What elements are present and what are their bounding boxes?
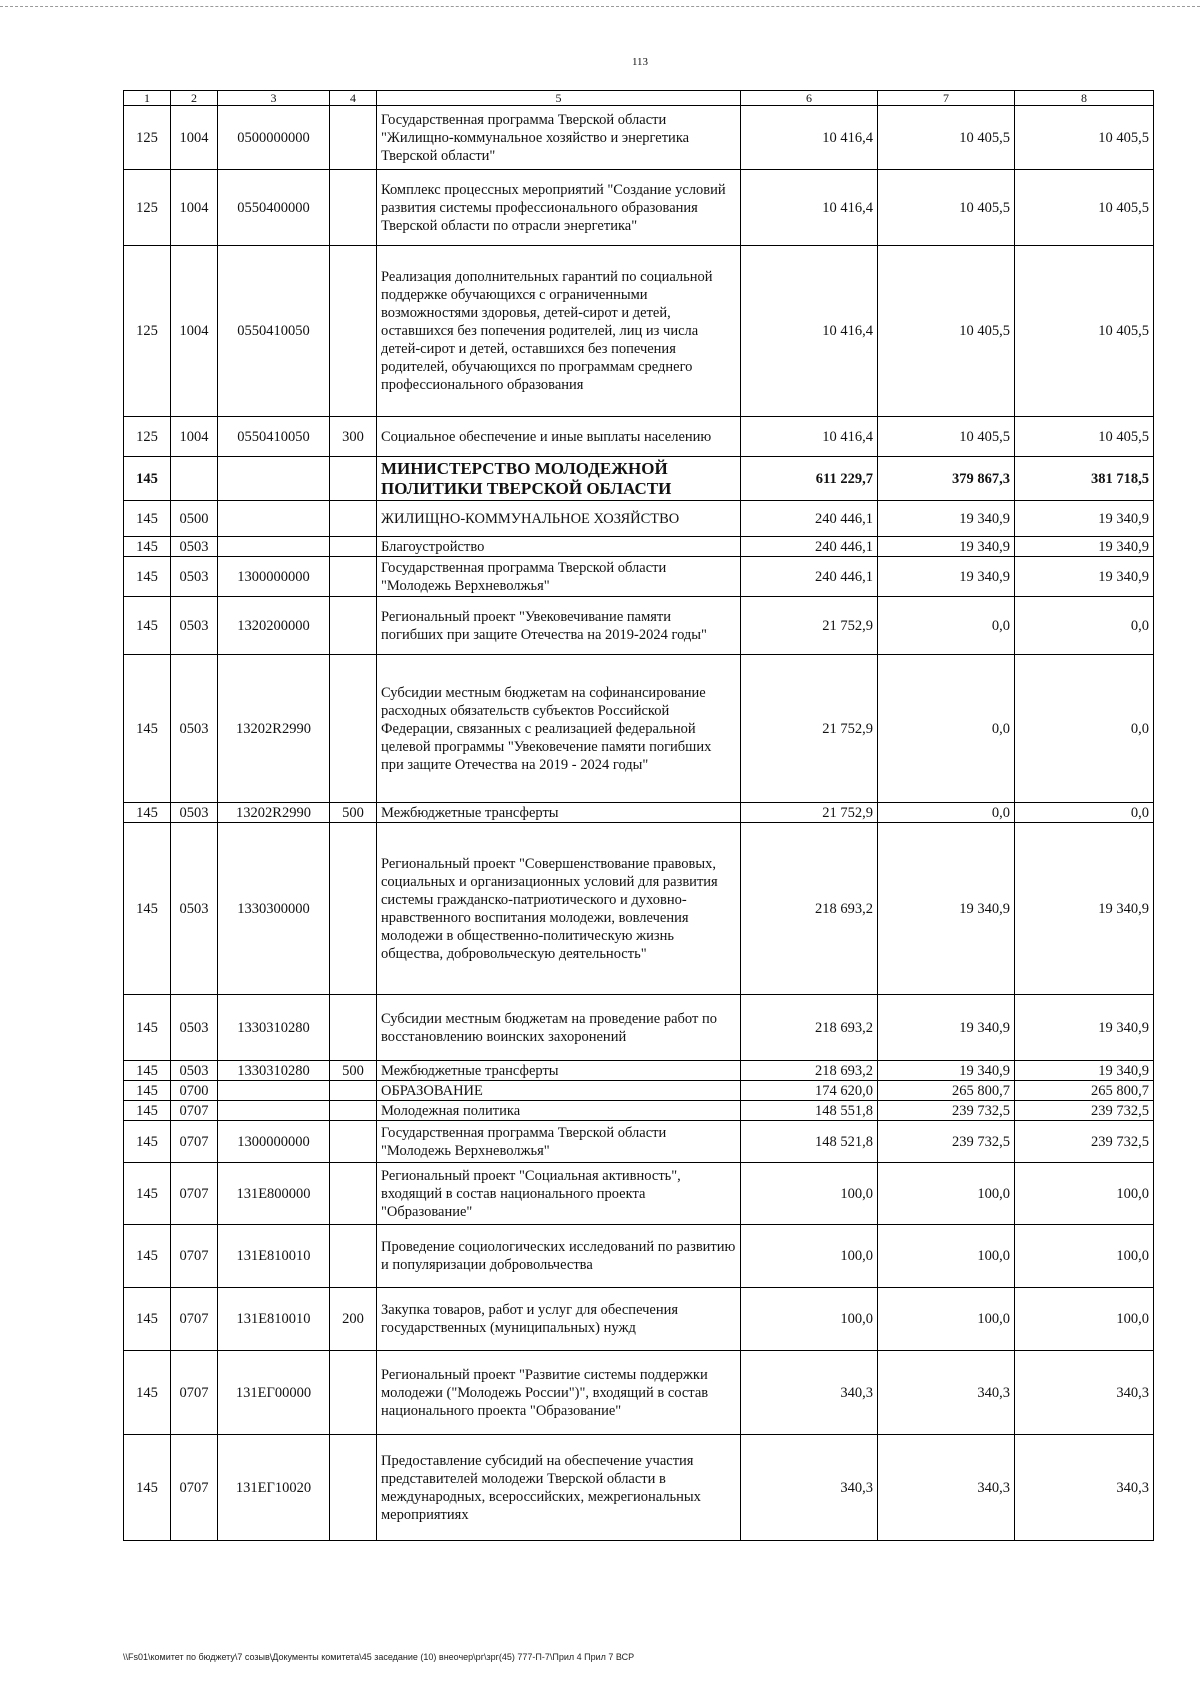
target-article-cell: 131E800000 xyxy=(218,1163,330,1225)
section-code-cell: 0503 xyxy=(171,823,218,995)
table-row xyxy=(124,170,1154,246)
section-code-cell: 0707 xyxy=(171,1288,218,1351)
section-code-cell: 0503 xyxy=(171,537,218,557)
item-name-cell: Региональный проект "Совершенствование правовых, социальных и организационных условий для развития системы гражданско-патриотического и духовно-нравственного воспитания молодежи, вовлечения молодежи в общественно-политическую жизнь общества, добровольческую деятельность" xyxy=(377,823,741,995)
target-article-cell: 131E810010 xyxy=(218,1288,330,1351)
budget-allocation-table xyxy=(123,90,1154,1541)
amount-year-1-cell: 100,0 xyxy=(741,1288,878,1351)
section-code-cell: 0503 xyxy=(171,1061,218,1081)
ministry-code-cell: 145 xyxy=(124,1225,171,1288)
expense-type-cell xyxy=(330,106,377,170)
amount-year-1-cell: 148 551,8 xyxy=(741,1101,878,1121)
ministry-code-cell: 125 xyxy=(124,246,171,417)
item-name-cell: Региональный проект "Развитие системы поддержки молодежи ("Молодежь России")", входящий в состав национального проекта "Образование" xyxy=(377,1351,741,1435)
section-code-cell: 1004 xyxy=(171,106,218,170)
table-row xyxy=(124,823,1154,995)
amount-year-2-cell: 10 405,5 xyxy=(878,106,1015,170)
expense-type-cell xyxy=(330,655,377,803)
amount-year-3-cell: 0,0 xyxy=(1015,597,1154,655)
ministry-code-cell: 145 xyxy=(124,1351,171,1435)
section-code-cell: 0503 xyxy=(171,995,218,1061)
target-article-cell: 1300000000 xyxy=(218,557,330,597)
expense-type-cell xyxy=(330,1101,377,1121)
section-code-cell: 0503 xyxy=(171,655,218,803)
target-article-cell: 0500000000 xyxy=(218,106,330,170)
amount-year-1-cell: 10 416,4 xyxy=(741,246,878,417)
ministry-code-cell: 145 xyxy=(124,457,171,501)
ministry-code-cell: 145 xyxy=(124,501,171,537)
amount-year-1-cell: 218 693,2 xyxy=(741,823,878,995)
expense-type-cell: 500 xyxy=(330,1061,377,1081)
ministry-code-cell: 145 xyxy=(124,537,171,557)
target-article-cell: 131ЕГ00000 xyxy=(218,1351,330,1435)
amount-year-3-cell: 19 340,9 xyxy=(1015,537,1154,557)
column-header-5: 5 xyxy=(377,91,741,106)
section-code-cell: 0707 xyxy=(171,1163,218,1225)
amount-year-2-cell: 239 732,5 xyxy=(878,1121,1015,1163)
amount-year-1-cell: 100,0 xyxy=(741,1225,878,1288)
section-code-cell: 0707 xyxy=(171,1225,218,1288)
amount-year-3-cell: 19 340,9 xyxy=(1015,995,1154,1061)
expense-type-cell xyxy=(330,1121,377,1163)
amount-year-3-cell: 10 405,5 xyxy=(1015,106,1154,170)
table-row xyxy=(124,1288,1154,1351)
expense-type-cell xyxy=(330,501,377,537)
amount-year-3-cell: 100,0 xyxy=(1015,1225,1154,1288)
amount-year-1-cell: 611 229,7 xyxy=(741,457,878,501)
amount-year-3-cell: 10 405,5 xyxy=(1015,170,1154,246)
target-article-cell xyxy=(218,1081,330,1101)
page-number: 113 xyxy=(631,56,649,68)
column-header-2: 2 xyxy=(171,91,218,106)
table-row xyxy=(124,1163,1154,1225)
section-code-cell: 1004 xyxy=(171,246,218,417)
amount-year-1-cell: 240 446,1 xyxy=(741,501,878,537)
expense-type-cell xyxy=(330,557,377,597)
ministry-code-cell: 125 xyxy=(124,170,171,246)
amount-year-2-cell: 0,0 xyxy=(878,597,1015,655)
section-code-cell: 1004 xyxy=(171,417,218,457)
amount-year-3-cell: 19 340,9 xyxy=(1015,501,1154,537)
target-article-cell: 13202R2990 xyxy=(218,655,330,803)
amount-year-3-cell: 381 718,5 xyxy=(1015,457,1154,501)
item-name-cell: Региональный проект "Социальная активность", входящий в состав национального проекта "Образование" xyxy=(377,1163,741,1225)
amount-year-1-cell: 10 416,4 xyxy=(741,417,878,457)
section-code-cell: 0503 xyxy=(171,557,218,597)
amount-year-3-cell: 10 405,5 xyxy=(1015,417,1154,457)
section-code-cell: 0707 xyxy=(171,1351,218,1435)
amount-year-1-cell: 218 693,2 xyxy=(741,1061,878,1081)
section-code-cell: 0503 xyxy=(171,597,218,655)
target-article-cell: 13202R2990 xyxy=(218,803,330,823)
table-row xyxy=(124,106,1154,170)
table-row xyxy=(124,1101,1154,1121)
amount-year-2-cell: 10 405,5 xyxy=(878,417,1015,457)
amount-year-2-cell: 379 867,3 xyxy=(878,457,1015,501)
target-article-cell: 131ЕГ10020 xyxy=(218,1435,330,1541)
expense-type-cell: 200 xyxy=(330,1288,377,1351)
amount-year-2-cell: 19 340,9 xyxy=(878,557,1015,597)
amount-year-2-cell: 19 340,9 xyxy=(878,823,1015,995)
amount-year-1-cell: 240 446,1 xyxy=(741,537,878,557)
table-body xyxy=(124,106,1154,1541)
expense-type-cell xyxy=(330,457,377,501)
item-name-cell: Межбюджетные трансферты xyxy=(377,803,741,823)
item-name-cell: Межбюджетные трансферты xyxy=(377,1061,741,1081)
amount-year-1-cell: 340,3 xyxy=(741,1351,878,1435)
ministry-code-cell: 145 xyxy=(124,1101,171,1121)
ministry-code-cell: 145 xyxy=(124,655,171,803)
amount-year-3-cell: 10 405,5 xyxy=(1015,246,1154,417)
ministry-code-cell: 125 xyxy=(124,417,171,457)
amount-year-1-cell: 21 752,9 xyxy=(741,655,878,803)
item-name-cell: Субсидии местным бюджетам на проведение работ по восстановлению воинских захоронений xyxy=(377,995,741,1061)
amount-year-3-cell: 0,0 xyxy=(1015,655,1154,803)
table-row xyxy=(124,501,1154,537)
ministry-code-cell: 145 xyxy=(124,1121,171,1163)
amount-year-1-cell: 100,0 xyxy=(741,1163,878,1225)
amount-year-2-cell: 100,0 xyxy=(878,1163,1015,1225)
amount-year-1-cell: 21 752,9 xyxy=(741,597,878,655)
ministry-code-cell: 145 xyxy=(124,1288,171,1351)
amount-year-3-cell: 100,0 xyxy=(1015,1288,1154,1351)
ministry-code-cell: 145 xyxy=(124,597,171,655)
amount-year-2-cell: 340,3 xyxy=(878,1351,1015,1435)
amount-year-1-cell: 340,3 xyxy=(741,1435,878,1541)
target-article-cell xyxy=(218,501,330,537)
amount-year-3-cell: 340,3 xyxy=(1015,1351,1154,1435)
amount-year-2-cell: 10 405,5 xyxy=(878,246,1015,417)
target-article-cell: 1330310280 xyxy=(218,1061,330,1081)
amount-year-3-cell: 19 340,9 xyxy=(1015,823,1154,995)
amount-year-3-cell: 265 800,7 xyxy=(1015,1081,1154,1101)
item-name-cell: Закупка товаров, работ и услуг для обеспечения государственных (муниципальных) нужд xyxy=(377,1288,741,1351)
amount-year-2-cell: 19 340,9 xyxy=(878,1061,1015,1081)
table-row xyxy=(124,1061,1154,1081)
expense-type-cell xyxy=(330,995,377,1061)
amount-year-3-cell: 19 340,9 xyxy=(1015,1061,1154,1081)
section-code-cell xyxy=(171,457,218,501)
target-article-cell: 0550410050 xyxy=(218,246,330,417)
table-row xyxy=(124,557,1154,597)
section-code-cell: 0500 xyxy=(171,501,218,537)
column-number-header-row xyxy=(124,91,1154,106)
column-header-3: 3 xyxy=(218,91,330,106)
ministry-code-cell: 145 xyxy=(124,803,171,823)
amount-year-3-cell: 239 732,5 xyxy=(1015,1121,1154,1163)
section-code-cell: 0707 xyxy=(171,1101,218,1121)
ministry-code-cell: 145 xyxy=(124,1081,171,1101)
item-name-cell: МИНИСТЕРСТВО МОЛОДЕЖНОЙ ПОЛИТИКИ ТВЕРСКОЙ ОБЛАСТИ xyxy=(377,457,741,501)
ministry-code-cell: 145 xyxy=(124,1061,171,1081)
target-article-cell: 0550400000 xyxy=(218,170,330,246)
amount-year-1-cell: 174 620,0 xyxy=(741,1081,878,1101)
item-name-cell: Региональный проект "Увековечивание памяти погибших при защите Отечества на 2019-2024 годы" xyxy=(377,597,741,655)
item-name-cell: Комплекс процессных мероприятий "Создание условий развития системы профессионального образования Тверской области по отрасли энергетика" xyxy=(377,170,741,246)
amount-year-3-cell: 19 340,9 xyxy=(1015,557,1154,597)
table-row xyxy=(124,995,1154,1061)
column-header-4: 4 xyxy=(330,91,377,106)
footer-file-path: \\Fs01\комитет по бюджету\7 созыв\Документы комитета\45 заседание (10) внеочер\рг\зрг(45) 777-П-7\Прил 4 Прил 7 ВСР xyxy=(123,1652,635,1662)
ministry-code-cell: 145 xyxy=(124,995,171,1061)
table-row xyxy=(124,1435,1154,1541)
amount-year-2-cell: 340,3 xyxy=(878,1435,1015,1541)
amount-year-2-cell: 265 800,7 xyxy=(878,1081,1015,1101)
expense-type-cell: 500 xyxy=(330,803,377,823)
expense-type-cell xyxy=(330,823,377,995)
table-row xyxy=(124,537,1154,557)
column-header-6: 6 xyxy=(741,91,878,106)
expense-type-cell xyxy=(330,537,377,557)
item-name-cell: ОБРАЗОВАНИЕ xyxy=(377,1081,741,1101)
amount-year-1-cell: 21 752,9 xyxy=(741,803,878,823)
amount-year-3-cell: 0,0 xyxy=(1015,803,1154,823)
ministry-code-cell: 145 xyxy=(124,1163,171,1225)
item-name-cell: Реализация дополнительных гарантий по социальной поддержке обучающихся с ограниченными возможностями здоровья, детей-сирот и детей, оставшихся без попечения родителей, лиц из числа детей-сирот и детей, оставшихся без попечения родителей, обучающихся по программам среднего профессионального образования xyxy=(377,246,741,417)
item-name-cell: Социальное обеспечение и иные выплаты населению xyxy=(377,417,741,457)
target-article-cell: 1300000000 xyxy=(218,1121,330,1163)
amount-year-3-cell: 239 732,5 xyxy=(1015,1101,1154,1121)
item-name-cell: Государственная программа Тверской области "Молодежь Верхневолжья" xyxy=(377,557,741,597)
item-name-cell: Государственная программа Тверской области "Молодежь Верхневолжья" xyxy=(377,1121,741,1163)
amount-year-2-cell: 19 340,9 xyxy=(878,537,1015,557)
amount-year-1-cell: 240 446,1 xyxy=(741,557,878,597)
item-name-cell: Проведение социологических исследований по развитию и популяризации добровольчества xyxy=(377,1225,741,1288)
ministry-code-cell: 145 xyxy=(124,823,171,995)
section-code-cell: 1004 xyxy=(171,170,218,246)
section-code-cell: 0707 xyxy=(171,1435,218,1541)
ministry-code-cell: 145 xyxy=(124,1435,171,1541)
item-name-cell: Предоставление субсидий на обеспечение участия представителей молодежи Тверской области в международных, всероссийских, межрегиональных мероприятиях xyxy=(377,1435,741,1541)
expense-type-cell xyxy=(330,1225,377,1288)
section-code-cell: 0503 xyxy=(171,803,218,823)
amount-year-2-cell: 0,0 xyxy=(878,655,1015,803)
amount-year-3-cell: 100,0 xyxy=(1015,1163,1154,1225)
amount-year-2-cell: 19 340,9 xyxy=(878,501,1015,537)
table-row xyxy=(124,597,1154,655)
expense-type-cell xyxy=(330,597,377,655)
target-article-cell: 131E810010 xyxy=(218,1225,330,1288)
table-row xyxy=(124,417,1154,457)
item-name-cell: Благоустройство xyxy=(377,537,741,557)
target-article-cell: 1330310280 xyxy=(218,995,330,1061)
target-article-cell xyxy=(218,537,330,557)
item-name-cell: Государственная программа Тверской области "Жилищно-коммунальное хозяйство и энергетика Тверской области" xyxy=(377,106,741,170)
table-row xyxy=(124,457,1154,501)
table-row xyxy=(124,803,1154,823)
amount-year-1-cell: 218 693,2 xyxy=(741,995,878,1061)
item-name-cell: Молодежная политика xyxy=(377,1101,741,1121)
amount-year-2-cell: 239 732,5 xyxy=(878,1101,1015,1121)
table-row xyxy=(124,1351,1154,1435)
item-name-cell: ЖИЛИЩНО-КОММУНАЛЬНОЕ ХОЗЯЙСТВО xyxy=(377,501,741,537)
scan-top-edge-line xyxy=(0,6,1200,7)
column-header-1: 1 xyxy=(124,91,171,106)
table-row xyxy=(124,246,1154,417)
ministry-code-cell: 125 xyxy=(124,106,171,170)
target-article-cell: 1330300000 xyxy=(218,823,330,995)
amount-year-2-cell: 10 405,5 xyxy=(878,170,1015,246)
amount-year-2-cell: 100,0 xyxy=(878,1225,1015,1288)
table-row xyxy=(124,1225,1154,1288)
amount-year-2-cell: 19 340,9 xyxy=(878,995,1015,1061)
section-code-cell: 0707 xyxy=(171,1121,218,1163)
amount-year-1-cell: 10 416,4 xyxy=(741,106,878,170)
target-article-cell xyxy=(218,457,330,501)
amount-year-2-cell: 100,0 xyxy=(878,1288,1015,1351)
target-article-cell: 0550410050 xyxy=(218,417,330,457)
column-header-7: 7 xyxy=(878,91,1015,106)
expense-type-cell: 300 xyxy=(330,417,377,457)
ministry-code-cell: 145 xyxy=(124,557,171,597)
target-article-cell: 1320200000 xyxy=(218,597,330,655)
expense-type-cell xyxy=(330,1163,377,1225)
item-name-cell: Субсидии местным бюджетам на софинансирование расходных обязательств субъектов Российской Федерации, связанных с реализацией федеральной целевой программы "Увековечение памяти погибших при защите Отечества на 2019 - 2024 годы" xyxy=(377,655,741,803)
table-row xyxy=(124,1081,1154,1101)
column-header-8: 8 xyxy=(1015,91,1154,106)
expense-type-cell xyxy=(330,1435,377,1541)
amount-year-3-cell: 340,3 xyxy=(1015,1435,1154,1541)
amount-year-1-cell: 148 521,8 xyxy=(741,1121,878,1163)
table-row xyxy=(124,655,1154,803)
target-article-cell xyxy=(218,1101,330,1121)
expense-type-cell xyxy=(330,246,377,417)
expense-type-cell xyxy=(330,1351,377,1435)
amount-year-2-cell: 0,0 xyxy=(878,803,1015,823)
amount-year-1-cell: 10 416,4 xyxy=(741,170,878,246)
table-row xyxy=(124,1121,1154,1163)
expense-type-cell xyxy=(330,170,377,246)
expense-type-cell xyxy=(330,1081,377,1101)
section-code-cell: 0700 xyxy=(171,1081,218,1101)
